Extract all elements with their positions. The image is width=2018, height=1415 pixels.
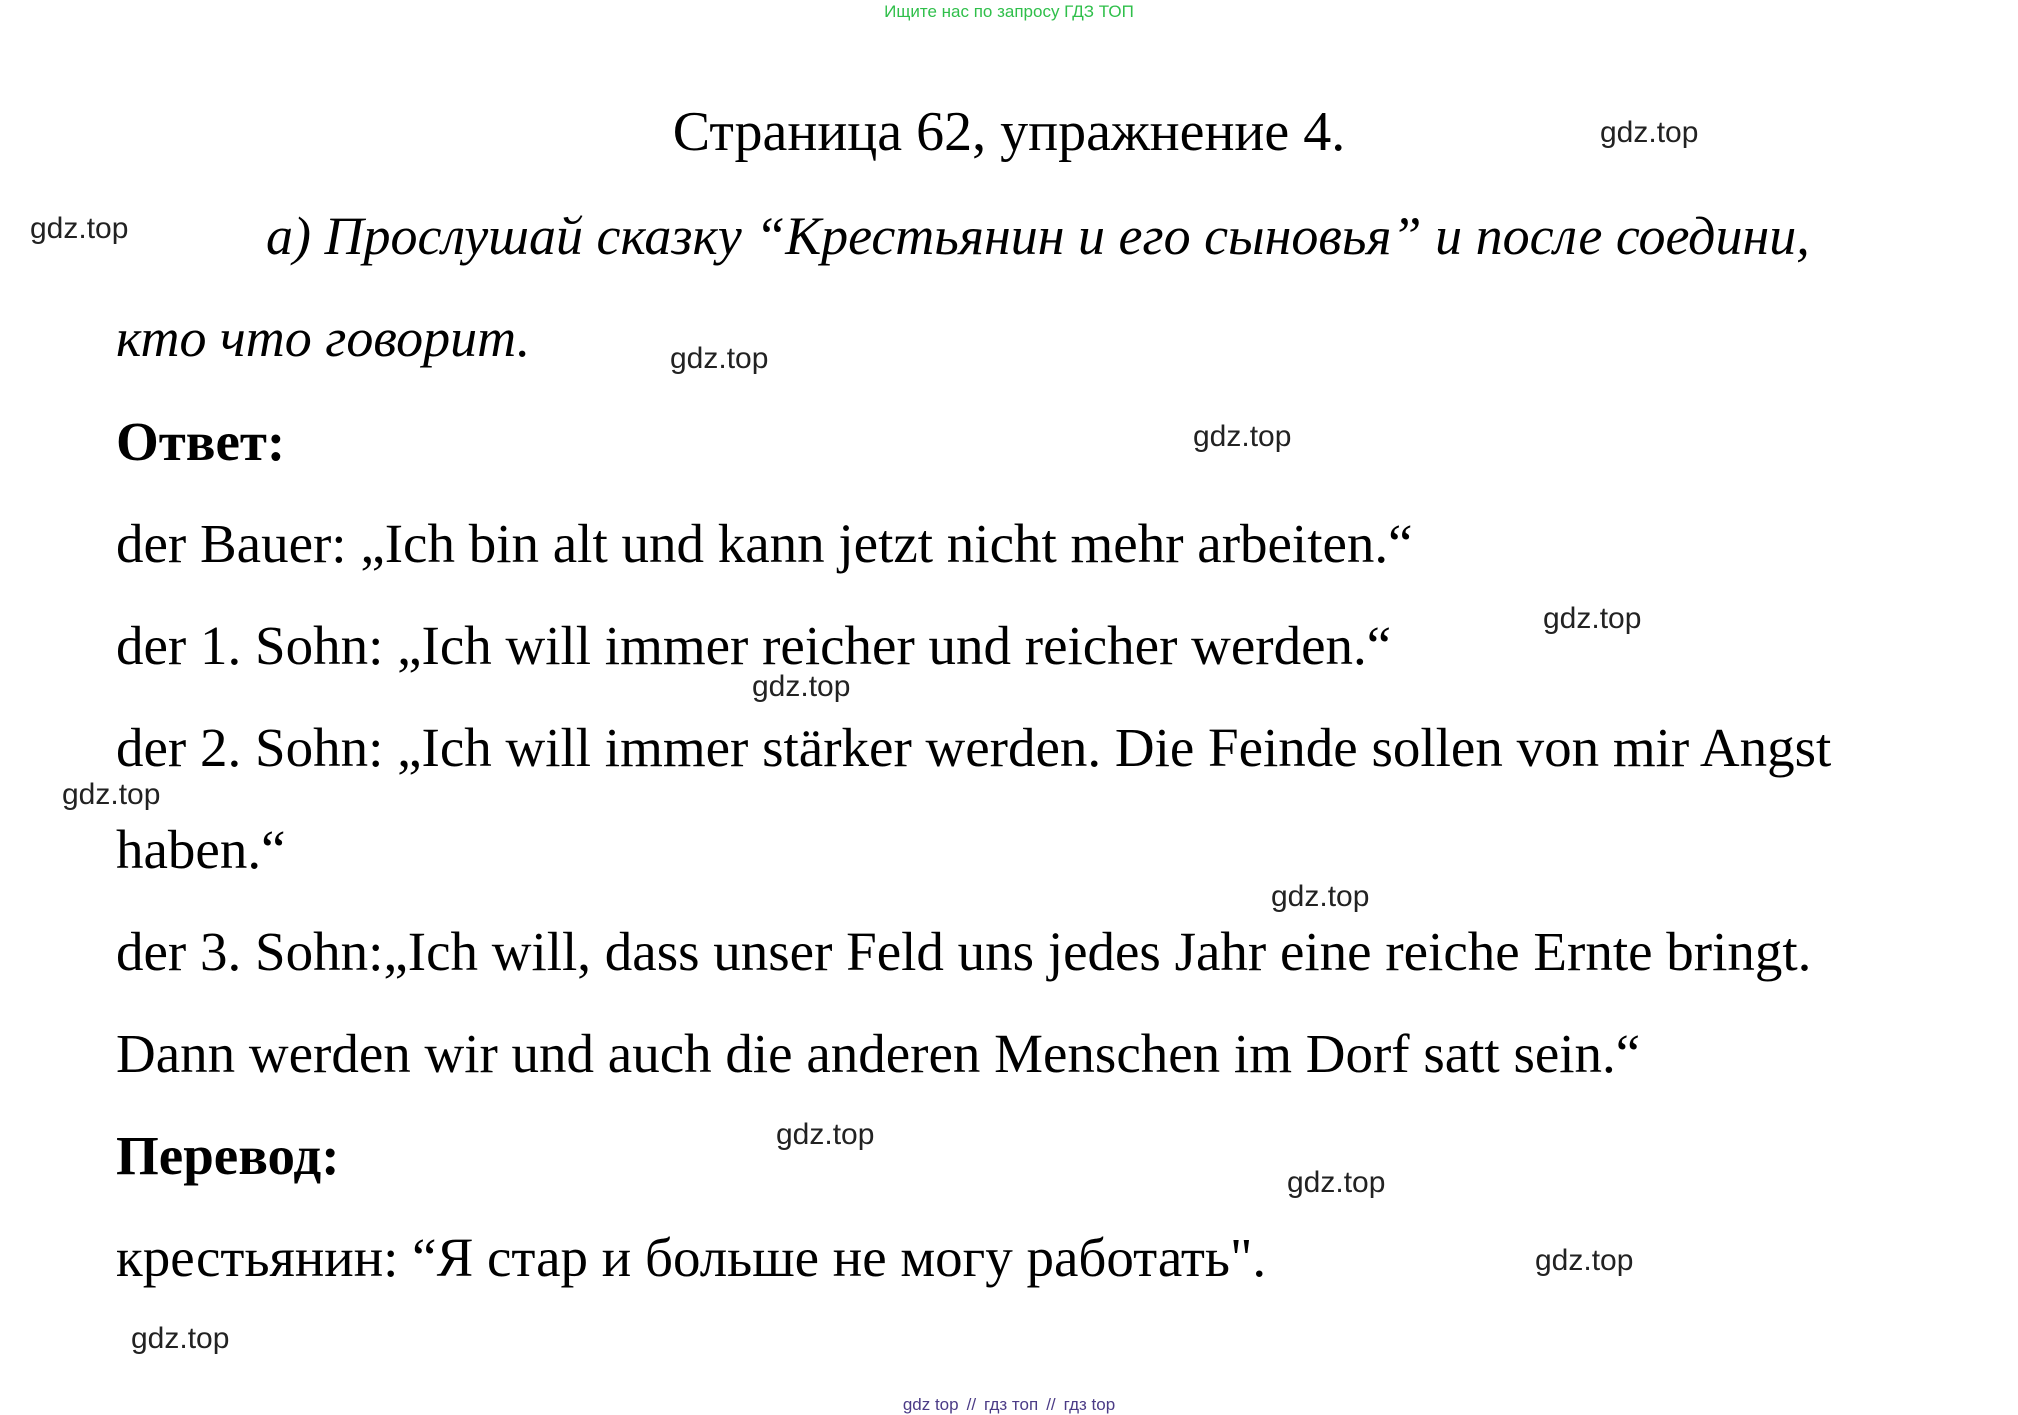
task-line-2: кто что говорит. [116, 308, 531, 368]
watermark: gdz.top [1193, 420, 1292, 453]
watermark: gdz.top [670, 342, 769, 375]
task-line-1: а) Прослушай сказку “Крестьянин и его сыновья” и после соедини, [266, 206, 1810, 266]
answer-heading: Ответ: [116, 411, 286, 472]
footer-part-3: гдз top [1063, 1395, 1116, 1414]
answer-line-4: haben.“ [116, 819, 286, 880]
translation-heading: Перевод: [116, 1125, 340, 1186]
watermark: gdz.top [776, 1118, 875, 1151]
top-banner: Ищите нас по запросу ГДЗ ТОП [884, 2, 1134, 21]
page-title [0, 100, 2018, 164]
watermark: gdz.top [1543, 602, 1642, 635]
watermark: gdz.top [1271, 880, 1370, 913]
watermark: gdz.top [1535, 1244, 1634, 1277]
footer-separator: // [1046, 1395, 1056, 1414]
watermark: gdz.top [30, 212, 129, 245]
page-title-text: Страница 62, упражнение 4. [672, 101, 1346, 163]
answer-line-5: der 3. Sohn:„Ich will, dass unser Feld uns jedes Jahr eine reiche Ernte bringt. [116, 921, 1812, 982]
footer-separator: // [966, 1395, 977, 1414]
watermark: gdz.top [1600, 116, 1699, 149]
answer-line-3: der 2. Sohn: „Ich will immer stärker werden. Die Feinde sollen von mir Angst [116, 717, 1832, 778]
watermark: gdz.top [131, 1322, 230, 1355]
footer-part-2: гдз топ [984, 1395, 1039, 1414]
answer-line-1: der Bauer: „Ich bin alt und kann jetzt nicht mehr arbeiten.“ [116, 513, 1413, 574]
footer-part-1: gdz top [902, 1395, 959, 1414]
watermark: gdz.top [62, 778, 161, 811]
answer-line-6: Dann werden wir und auch die anderen Menschen im Dorf satt sein.“ [116, 1023, 1641, 1084]
watermark: gdz.top [1287, 1166, 1386, 1199]
translation-line-1: крестьянин: “Я стар и больше не могу работать". [116, 1227, 1267, 1288]
footer [0, 1395, 2018, 1415]
answer-line-2: der 1. Sohn: „Ich will immer reicher und reicher werden.“ [116, 615, 1392, 676]
watermark: gdz.top [752, 670, 851, 703]
